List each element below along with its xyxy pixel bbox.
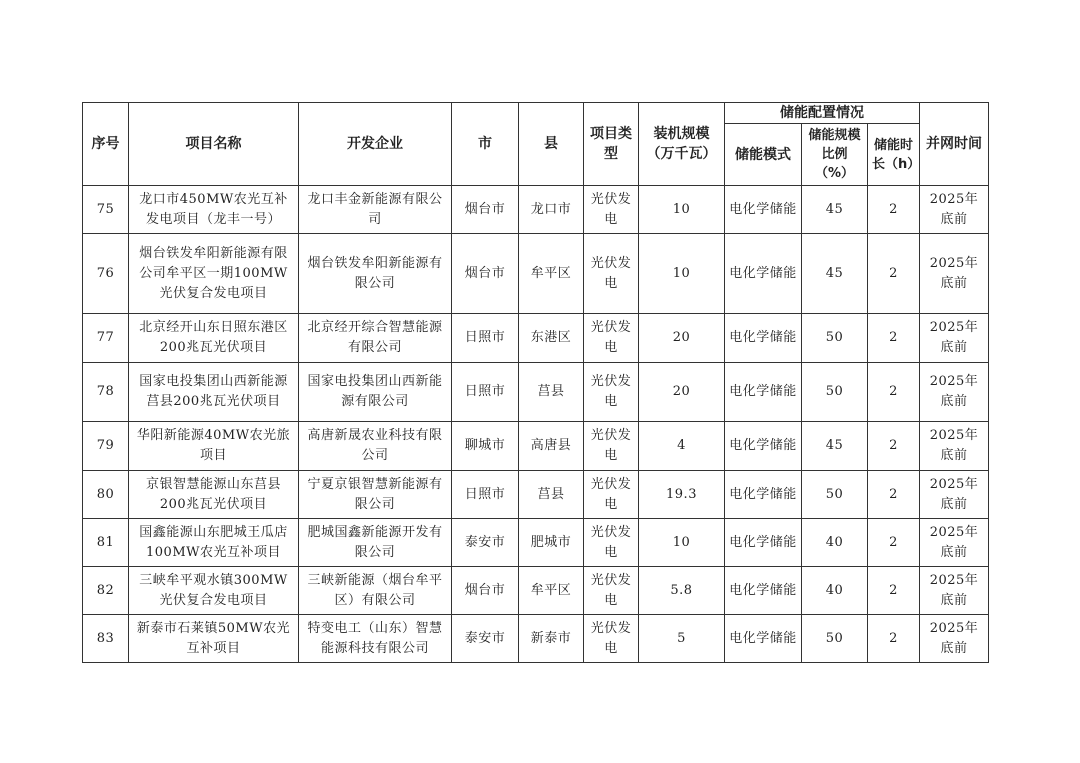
table-row (83, 615, 989, 663)
header-storage-hours: 储能时长（h） (868, 124, 920, 186)
county-cell: 牟平区 (519, 567, 584, 615)
header-storage-ratio: 储能规模比例（%） (802, 124, 868, 186)
city-cell: 聊城市 (452, 422, 519, 471)
header-grid-time: 并网时间 (920, 103, 989, 186)
county-cell: 龙口市 (519, 186, 584, 234)
type-cell: 光伏发电 (584, 615, 639, 663)
header-storage-group: 储能配置情况 (725, 103, 920, 124)
capacity-cell: 10 (639, 186, 725, 234)
capacity-cell: 20 (639, 314, 725, 363)
company-cell: 烟台铁发牟阳新能源有限公司 (299, 234, 452, 314)
capacity-cell: 10 (639, 234, 725, 314)
name-cell: 龙口市450MW农光互补发电项目（龙丰一号） (129, 186, 299, 234)
storage-mode-cell: 电化学储能 (725, 363, 802, 422)
name-cell: 华阳新能源40MW农光旅项目 (129, 422, 299, 471)
seq-cell: 83 (83, 615, 129, 663)
header-storage-mode: 储能模式 (725, 124, 802, 186)
seq-cell: 75 (83, 186, 129, 234)
grid-time-cell: 2025年底前 (920, 186, 989, 234)
storage-ratio-cell: 40 (802, 519, 868, 567)
storage-hours-cell: 2 (868, 519, 920, 567)
county-cell: 莒县 (519, 471, 584, 519)
storage-ratio-cell: 45 (802, 186, 868, 234)
type-cell: 光伏发电 (584, 363, 639, 422)
type-cell: 光伏发电 (584, 422, 639, 471)
header-city: 市 (452, 103, 519, 186)
type-cell: 光伏发电 (584, 186, 639, 234)
county-cell: 高唐县 (519, 422, 584, 471)
city-cell: 烟台市 (452, 234, 519, 314)
storage-ratio-cell: 45 (802, 422, 868, 471)
city-cell: 泰安市 (452, 615, 519, 663)
type-cell: 光伏发电 (584, 567, 639, 615)
county-cell: 牟平区 (519, 234, 584, 314)
storage-ratio-cell: 45 (802, 234, 868, 314)
table-row (83, 186, 989, 234)
storage-mode-cell: 电化学储能 (725, 471, 802, 519)
project-table (82, 102, 989, 663)
storage-hours-cell: 2 (868, 314, 920, 363)
header-company: 开发企业 (299, 103, 452, 186)
storage-hours-cell: 2 (868, 615, 920, 663)
type-cell: 光伏发电 (584, 471, 639, 519)
storage-hours-cell: 2 (868, 471, 920, 519)
county-cell: 东港区 (519, 314, 584, 363)
table-row (83, 567, 989, 615)
capacity-cell: 19.3 (639, 471, 725, 519)
storage-mode-cell: 电化学储能 (725, 234, 802, 314)
header-type: 项目类型 (584, 103, 639, 186)
grid-time-cell: 2025年底前 (920, 314, 989, 363)
storage-mode-cell: 电化学储能 (725, 186, 802, 234)
name-cell: 国家电投集团山西新能源莒县200兆瓦光伏项目 (129, 363, 299, 422)
capacity-cell: 5.8 (639, 567, 725, 615)
storage-ratio-cell: 50 (802, 314, 868, 363)
name-cell: 北京经开山东日照东港区200兆瓦光伏项目 (129, 314, 299, 363)
grid-time-cell: 2025年底前 (920, 519, 989, 567)
capacity-cell: 4 (639, 422, 725, 471)
table-row (83, 422, 989, 471)
grid-time-cell: 2025年底前 (920, 471, 989, 519)
county-cell: 莒县 (519, 363, 584, 422)
city-cell: 烟台市 (452, 567, 519, 615)
header-name: 项目名称 (129, 103, 299, 186)
storage-ratio-cell: 50 (802, 363, 868, 422)
storage-hours-cell: 2 (868, 567, 920, 615)
city-cell: 日照市 (452, 314, 519, 363)
name-cell: 烟台铁发牟阳新能源有限公司牟平区一期100MW光伏复合发电项目 (129, 234, 299, 314)
city-cell: 烟台市 (452, 186, 519, 234)
type-cell: 光伏发电 (584, 314, 639, 363)
seq-cell: 78 (83, 363, 129, 422)
capacity-cell: 5 (639, 615, 725, 663)
city-cell: 日照市 (452, 471, 519, 519)
storage-ratio-cell: 40 (802, 567, 868, 615)
storage-mode-cell: 电化学储能 (725, 314, 802, 363)
seq-cell: 82 (83, 567, 129, 615)
header-seq: 序号 (83, 103, 129, 186)
seq-cell: 76 (83, 234, 129, 314)
table-row (83, 363, 989, 422)
header-county: 县 (519, 103, 584, 186)
name-cell: 京银智慧能源山东莒县200兆瓦光伏项目 (129, 471, 299, 519)
storage-hours-cell: 2 (868, 186, 920, 234)
storage-mode-cell: 电化学储能 (725, 615, 802, 663)
company-cell: 北京经开综合智慧能源有限公司 (299, 314, 452, 363)
county-cell: 新泰市 (519, 615, 584, 663)
seq-cell: 79 (83, 422, 129, 471)
storage-mode-cell: 电化学储能 (725, 567, 802, 615)
company-cell: 高唐新晟农业科技有限公司 (299, 422, 452, 471)
capacity-cell: 20 (639, 363, 725, 422)
company-cell: 特变电工（山东）智慧能源科技有限公司 (299, 615, 452, 663)
type-cell: 光伏发电 (584, 234, 639, 314)
company-cell: 肥城国鑫新能源开发有限公司 (299, 519, 452, 567)
storage-hours-cell: 2 (868, 363, 920, 422)
table-row (83, 314, 989, 363)
storage-ratio-cell: 50 (802, 615, 868, 663)
grid-time-cell: 2025年底前 (920, 363, 989, 422)
storage-mode-cell: 电化学储能 (725, 519, 802, 567)
seq-cell: 77 (83, 314, 129, 363)
table-row (83, 471, 989, 519)
table-row (83, 234, 989, 314)
header-row-1 (83, 103, 989, 124)
storage-hours-cell: 2 (868, 234, 920, 314)
name-cell: 三峡牟平观水镇300MW光伏复合发电项目 (129, 567, 299, 615)
name-cell: 新泰市石莱镇50MW农光互补项目 (129, 615, 299, 663)
storage-hours-cell: 2 (868, 422, 920, 471)
company-cell: 宁夏京银智慧新能源有限公司 (299, 471, 452, 519)
capacity-cell: 10 (639, 519, 725, 567)
company-cell: 三峡新能源（烟台牟平区）有限公司 (299, 567, 452, 615)
grid-time-cell: 2025年底前 (920, 567, 989, 615)
type-cell: 光伏发电 (584, 519, 639, 567)
grid-time-cell: 2025年底前 (920, 615, 989, 663)
storage-ratio-cell: 50 (802, 471, 868, 519)
seq-cell: 81 (83, 519, 129, 567)
city-cell: 泰安市 (452, 519, 519, 567)
company-cell: 国家电投集团山西新能源有限公司 (299, 363, 452, 422)
grid-time-cell: 2025年底前 (920, 422, 989, 471)
header-capacity: 装机规模（万千瓦） (639, 103, 725, 186)
storage-mode-cell: 电化学储能 (725, 422, 802, 471)
company-cell: 龙口丰金新能源有限公司 (299, 186, 452, 234)
county-cell: 肥城市 (519, 519, 584, 567)
grid-time-cell: 2025年底前 (920, 234, 989, 314)
seq-cell: 80 (83, 471, 129, 519)
name-cell: 国鑫能源山东肥城王瓜店100MW农光互补项目 (129, 519, 299, 567)
city-cell: 日照市 (452, 363, 519, 422)
table-row (83, 519, 989, 567)
